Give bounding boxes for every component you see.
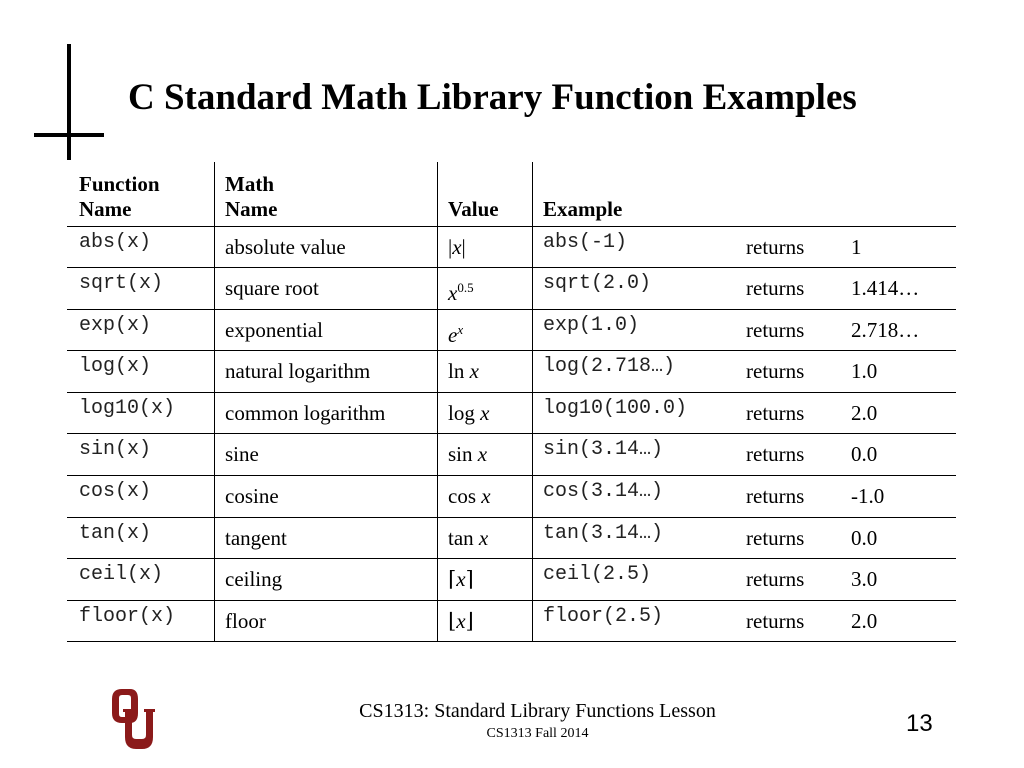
math-value-part: x [448,281,458,306]
returns-label-cell: returns [736,226,841,268]
math-value-part: x [481,484,491,509]
example-call-cell: floor(2.5) [533,600,737,642]
result-value-cell: 3.0 [841,559,956,601]
title-vertical-rule [67,44,71,160]
header-returns-blank [736,162,841,226]
result-value-cell: 1 [841,226,956,268]
header-math-line2: Name [225,196,278,221]
example-call-cell: exp(1.0) [533,309,737,351]
header-example: Example [533,162,737,226]
slide-title: C Standard Math Library Function Examples [128,77,857,118]
example-call-cell: tan(3.14…) [533,517,737,559]
result-value-cell: 1.0 [841,351,956,393]
result-value-cell: -1.0 [841,476,956,518]
table-header-row [67,162,956,226]
table-row [67,392,956,434]
math-value-cell [438,600,533,642]
result-value-cell: 1.414… [841,268,956,310]
table-row [67,268,956,310]
function-name-cell: abs(x) [67,226,215,268]
math-value-part: x [456,567,466,592]
table-row [67,559,956,601]
math-value-cell [438,226,533,268]
result-value-cell: 2.0 [841,600,956,642]
math-value-part: x [480,400,490,425]
math-value-cell [438,559,533,601]
math-value-part: ⌋ [465,608,474,633]
university-logo-icon [108,687,158,751]
example-call-cell: sin(3.14…) [533,434,737,476]
math-value-cell [438,392,533,434]
math-name-cell: tangent [215,517,438,559]
returns-label-cell: returns [736,600,841,642]
table-row [67,309,956,351]
returns-label-cell: returns [736,268,841,310]
math-value-part: e [448,322,458,347]
math-value-part: x [478,525,489,550]
header-math-name [215,162,438,226]
math-value-part: | [448,234,453,259]
math-name-cell: sine [215,434,438,476]
table-row [67,600,956,642]
result-value-cell: 2.718… [841,309,956,351]
returns-label-cell: returns [736,517,841,559]
function-name-cell: sin(x) [67,434,215,476]
table-row [67,476,956,518]
example-call-cell: log10(100.0) [533,392,737,434]
table-row [67,434,956,476]
example-call-cell: log(2.718…) [533,351,737,393]
table-body [67,226,956,642]
returns-label-cell: returns [736,309,841,351]
header-function-line2: Name [79,196,132,221]
math-functions-table [67,162,956,642]
math-value-cell [438,476,533,518]
table-row [67,226,956,268]
function-name-cell: ceil(x) [67,559,215,601]
example-call-cell: abs(-1) [533,226,737,268]
example-call-cell: ceil(2.5) [533,559,737,601]
math-value-part: ⌈ [448,567,457,592]
function-name-cell: floor(x) [67,600,215,642]
math-value-cell [438,517,533,559]
math-value-part: cos [448,484,482,509]
math-name-cell: exponential [215,309,438,351]
function-name-cell: sqrt(x) [67,268,215,310]
function-name-cell: log(x) [67,351,215,393]
returns-label-cell: returns [736,392,841,434]
math-value-part: ⌉ [465,567,474,592]
header-function-name [67,162,215,226]
math-name-cell: cosine [215,476,438,518]
math-name-cell: floor [215,600,438,642]
math-value-part: ⌊ [448,608,457,633]
footer-lesson-title: CS1313: Standard Library Functions Lesson [359,700,716,722]
function-name-cell: log10(x) [67,392,215,434]
math-value-part: | [461,234,466,259]
returns-label-cell: returns [736,476,841,518]
math-value-part: x [456,608,466,633]
result-value-cell: 2.0 [841,392,956,434]
returns-label-cell: returns [736,559,841,601]
math-value-cell [438,351,533,393]
table-row [67,351,956,393]
math-name-cell: ceiling [215,559,438,601]
header-function-line1: Function [79,171,160,196]
result-value-cell: 0.0 [841,434,956,476]
header-result-blank [841,162,956,226]
page-number: 13 [906,710,933,737]
math-value-part: x [477,442,488,467]
math-value-part: 0.5 [457,280,474,296]
example-call-cell: cos(3.14…) [533,476,737,518]
math-name-cell: absolute value [215,226,438,268]
footer-term: CS1313 Fall 2014 [486,726,589,741]
math-value-part: tan [448,525,479,550]
header-math-line1: Math [225,171,274,196]
math-name-cell: natural logarithm [215,351,438,393]
math-name-cell: common logarithm [215,392,438,434]
title-horizontal-rule [34,133,104,137]
math-name-cell: square root [215,268,438,310]
math-value-part: log [448,400,481,425]
math-value-part: x [457,321,464,337]
function-name-cell: exp(x) [67,309,215,351]
math-value-part: sin [448,442,478,467]
math-value-part: ln [448,359,470,384]
math-value-part: x [452,234,462,259]
table-row [67,517,956,559]
result-value-cell: 0.0 [841,517,956,559]
function-name-cell: tan(x) [67,517,215,559]
math-value-cell [438,434,533,476]
math-value-cell [438,309,533,351]
math-value-part: x [469,359,479,384]
returns-label-cell: returns [736,351,841,393]
math-value-cell [438,268,533,310]
returns-label-cell: returns [736,434,841,476]
example-call-cell: sqrt(2.0) [533,268,737,310]
header-value: Value [438,162,533,226]
function-name-cell: cos(x) [67,476,215,518]
